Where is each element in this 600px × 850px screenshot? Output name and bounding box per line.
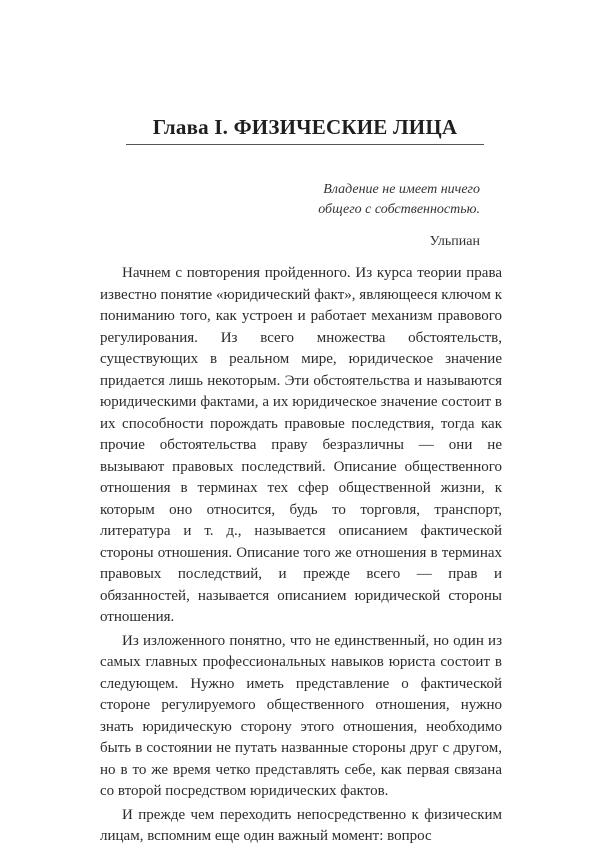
paragraph: И прежде чем переходить непосредственно к физическим лицам, вспомним еще один важный момент: вопрос [100,806,502,844]
epigraph-author: Ульпиан [429,234,480,249]
chapter-title: Глава I. ФИЗИЧЕСКИЕ ЛИЦА [152,115,458,139]
paragraph: Начнем с повторения пройденного. Из курса теории права известно понятие «юридический факт», являющееся ключом к пониманию того, как устроен и работает механизм правового регулирования. Из всего множества обстоятельств, существующих в реальном мире, юридическое значение придается лишь некоторым. Эти обстоятельства и называются юридическими фактами, а их юридическое значение состоит в их способности порождать правовые последствия, тогда как прочие обстоятельства праву безразличны — они не вызывают правовых последствий. Описание общественного отношения в терминах тех сфер общественной жизни, к которым оно относится, будь то торговля, транспорт, литература и т. д., называется описанием фактической стороны отношения. Описание того же отношения в терминах правовых последствий, и прежде всего — прав и обязанностей, называется описанием юридической стороны отношения. [100,265,502,625]
paragraph: Из изложенного понятно, что не единственный, но один из самых главных профессиональных навыков юриста состоит в следующем. Нужно иметь представление о фактической стороне регулируемого общественного отношения, нужно знать юридическую сторону этого отношения, необходимо быть в состоянии не путать названные стороны друг с другом, но в то же время четко представлять себе, как первая связана со второй посредством юридических фактов. [100,632,502,799]
chapter-header [126,114,484,145]
body-text [100,263,502,850]
epigraph-line: Владение не имеет ничего [323,182,480,197]
epigraph-line: общего с собственностью. [318,202,480,217]
chapter-title-rule [126,144,484,145]
epigraph [260,180,480,220]
